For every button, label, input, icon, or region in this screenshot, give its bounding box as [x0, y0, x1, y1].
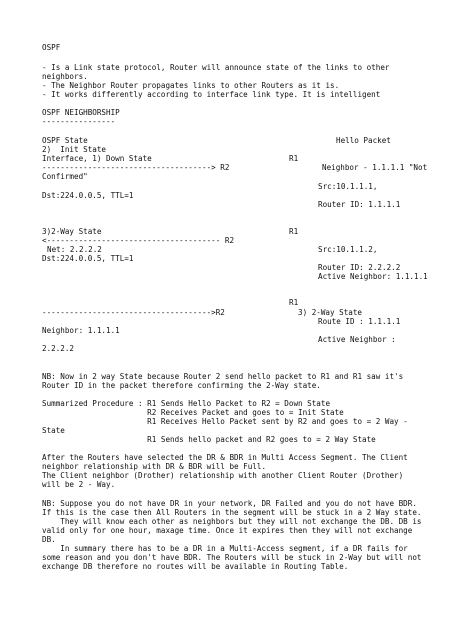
nb-paragraph-line: some reason and you don't have BDR. The Routers will be stuck in 2-Way but will not	[42, 553, 422, 562]
intro-line: neighbors.	[42, 72, 88, 81]
document-title: OSPF	[42, 43, 61, 52]
nb-paragraph-line: valid only for one hour, maxage time. Once it expires then they will not exchange	[42, 526, 413, 535]
init-state-label: 2) Init State	[42, 145, 107, 154]
hello3-active-neighbor: Active Neighbor :	[318, 335, 396, 344]
col-hello-label: Hello Packet	[336, 136, 391, 145]
hello1-confirmed: Confirmed"	[42, 172, 88, 181]
dr-paragraph-line: will be 2 - Way.	[42, 480, 116, 489]
summary-line: State	[42, 426, 65, 435]
hello1-router-id: Router ID: 1.1.1.1	[318, 200, 401, 209]
two-way-state-label: 3) 2-Way State	[298, 308, 363, 317]
intro-line: - The Neighbor Router propagates links to other Routers as it is.	[42, 81, 340, 90]
hello3-router-id: Route ID : 1.1.1.1	[318, 317, 401, 326]
dr-paragraph-line: The Client neighbor (Drother) relationship with another Client Router (Drother)	[42, 471, 404, 480]
arrow-r1-to-r2: ------------------------------------->R2	[42, 308, 225, 317]
nb-paragraph-line: If this is the case then All Routers in the segment will be stuck in a 2 Way state.	[42, 508, 422, 517]
summary-line: R1 Receives Hello Packet sent by R2 and goes to = 2 Way -	[42, 417, 408, 426]
hello2-router-id: Router ID: 2.2.2.2	[318, 263, 401, 272]
hello2-active-neighbor: Active Neighbor: 1.1.1.1	[318, 272, 428, 281]
nb-paragraph-line: They will know each other as neighbors but they will not exchange the DB. DB is	[42, 517, 422, 526]
arrow-r2-to-r1: <-------------------------------------- R2	[42, 236, 235, 245]
arrow-r1-to-r2: -------------------------------------> R2	[42, 163, 230, 172]
summary-line: R1 Sends hello packet and R2 goes to = 2 Way State	[42, 435, 376, 444]
intro-line: - Is a Link state protocol, Router will announce state of the links to other	[42, 63, 390, 72]
col-state-label: OSPF State	[42, 136, 88, 145]
dst-line: Dst:224.0.0.5, TTL=1	[42, 254, 134, 263]
nb-paragraph-line: DB.	[42, 535, 56, 544]
neighbor-label: Neighbor: 1.1.1.1	[42, 326, 120, 335]
nb-paragraph-line: NB: Now in 2 way State because Router 2 send hello packet to R1 and R1 saw it's	[42, 372, 404, 381]
section-underline: ----------------	[42, 117, 116, 126]
nb-paragraph-line: Router ID in the packet therefore confirming the 2-Way state.	[42, 381, 321, 390]
dr-paragraph-line: neighbor relationship with DR & BDR will be Full.	[42, 462, 267, 471]
section-heading: OSPF NEIGHBORSHIP	[42, 108, 120, 117]
summary-line: Summarized Procedure : R1 Sends Hello Packet to R2 = Down State	[42, 399, 331, 408]
dst-line: Dst:224.0.0.5, TTL=1	[42, 191, 134, 200]
router-r1-label: R1	[289, 154, 299, 163]
router-r1-label: R1	[289, 227, 299, 236]
down-state-label: Interface, 1) Down State	[42, 154, 152, 163]
summary-line: R2 Receives Packet and goes to = Init State	[42, 408, 344, 417]
hello1-src: Src:10.1.1.1,	[318, 182, 378, 191]
dr-paragraph-line: After the Routers have selected the DR & BDR in Multi Access Segment. The Client	[42, 453, 408, 462]
neighbor-value: 2.2.2.2	[42, 344, 75, 353]
intro-line: - It works differently according to interface link type. It is intelligent	[42, 90, 381, 99]
hello1-neighbor: Neighbor - 1.1.1.1 "Not	[322, 163, 428, 172]
hello2-src: Src:10.1.1.2,	[318, 245, 378, 254]
two-way-state-label: 3)2-Way State	[42, 227, 102, 236]
net-label: Net: 2.2.2.2	[47, 245, 102, 254]
nb-paragraph-line: In summary there has to be a DR in a Multi-Access segment, if a DR fails for	[42, 544, 408, 553]
nb-paragraph-line: NB: Suppose you do not have DR in your network, DR Failed and you do not have BDR.	[42, 499, 417, 508]
nb-paragraph-line: exchange DB therefore no routes will be available in Routing Table.	[42, 562, 349, 571]
router-r1-label: R1	[289, 298, 299, 307]
